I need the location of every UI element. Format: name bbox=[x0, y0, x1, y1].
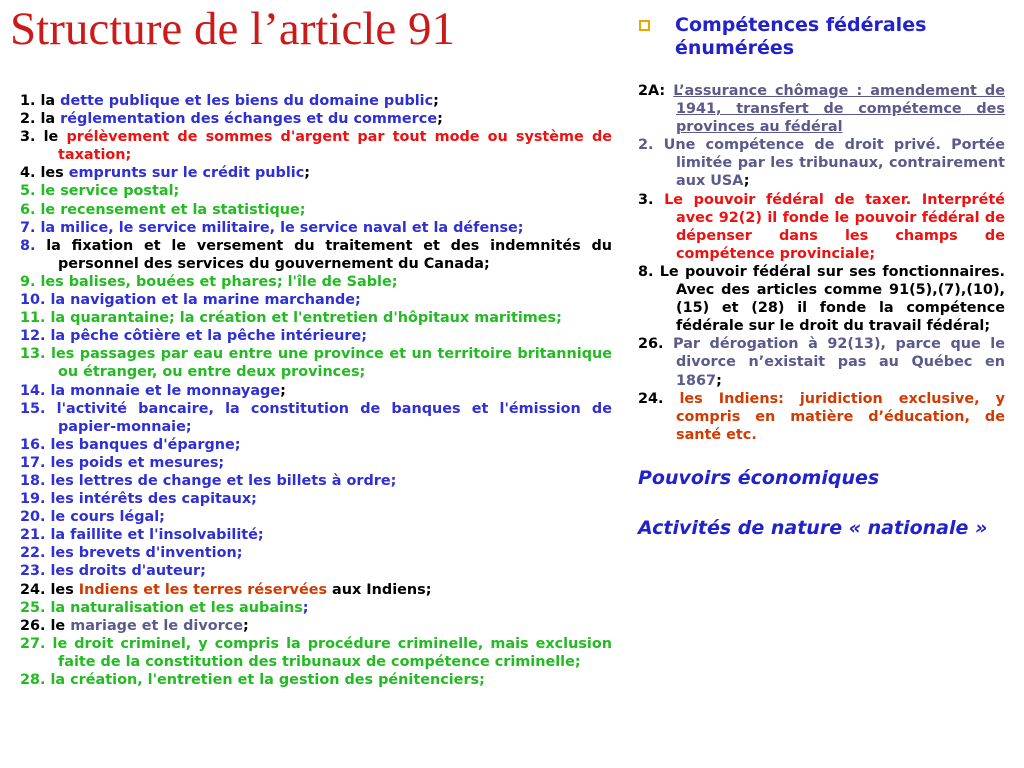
article-item-text: 23. les droits d'auteur; bbox=[20, 563, 206, 580]
power-item-text: 8. Le pouvoir fédéral sur ses fonctionnaires. Avec des articles comme 91(5),(7),(10),(15) et (28) il fonde la compétence fédérale sur le droit du travail fédéral; bbox=[638, 263, 1005, 335]
panel-heading bbox=[638, 14, 1005, 60]
article-item-text: 21. la faillite et l'insolvabilité; bbox=[20, 527, 264, 544]
article-item-text: 12. la pêche côtière et la pêche intérieure; bbox=[20, 328, 367, 345]
article-item bbox=[20, 128, 612, 164]
power-item-text: L’assurance chômage : amendement de 1941, transfert de compétemce des provinces au fédéral bbox=[673, 83, 1005, 136]
article-item-text: 13. les passages par eau entre une province et un territoire britannique ou étranger, ou entre deux provinces; bbox=[20, 346, 612, 381]
article-item-text: emprunts sur le crédit public bbox=[68, 165, 305, 182]
article-item-text: 28. la création, l'entretien et la gestion des pénitenciers; bbox=[20, 672, 485, 688]
power-item bbox=[638, 263, 1005, 335]
article-item-text: la fixation et le versement du traitement et des indemnités du personnel des services du gouvernement du Canada; bbox=[46, 237, 612, 272]
article-item bbox=[20, 219, 612, 237]
hollow-square-bullet-icon bbox=[639, 20, 650, 31]
article-item bbox=[20, 92, 612, 110]
power-item bbox=[638, 390, 1005, 444]
article-item bbox=[20, 562, 612, 580]
article-item bbox=[20, 508, 612, 526]
power-item bbox=[638, 191, 1005, 263]
article-item bbox=[20, 635, 612, 671]
article-item-text: 16. les banques d'épargne; bbox=[20, 436, 241, 453]
article-item bbox=[20, 273, 612, 291]
article-item-text: Indiens et les terres réservées bbox=[78, 581, 328, 598]
article-item-text: ; bbox=[433, 93, 439, 109]
article-item-text: 8. bbox=[20, 237, 47, 254]
article-item bbox=[20, 490, 612, 508]
power-item-text: ; bbox=[743, 173, 750, 190]
economic-powers-heading: Pouvoirs économiques bbox=[638, 466, 880, 489]
article-item-text: 9. les balises, bouées et phares; l'île de Sable; bbox=[20, 273, 398, 290]
slide-title: Structure de l’article 91 bbox=[10, 3, 456, 55]
panel-heading-text: Compétences fédérales énumérées bbox=[675, 14, 927, 59]
article-item-text: mariage et le divorce bbox=[70, 617, 243, 634]
article-item-text: ; bbox=[304, 165, 311, 182]
power-item-text: ; bbox=[716, 372, 722, 389]
article-item bbox=[20, 400, 612, 436]
article-item bbox=[20, 472, 612, 490]
national-activities-heading: Activités de nature « nationale » bbox=[638, 516, 988, 539]
article-item-text: 26. le bbox=[20, 617, 71, 634]
federal-powers-panel bbox=[638, 14, 1005, 541]
article-item-text: 18. les lettres de change et les billets à ordre; bbox=[20, 472, 397, 489]
article-item-text: 27. le droit criminel, y compris la procédure criminelle, mais exclusion faite de la constitution des tribunaux de compétence criminelle; bbox=[20, 635, 612, 670]
article-item bbox=[20, 671, 612, 689]
article-item-text: aux Indiens; bbox=[327, 581, 432, 598]
power-item bbox=[638, 335, 1005, 389]
article-item-text: 4. les bbox=[20, 165, 69, 182]
article-item-text: ; bbox=[242, 617, 249, 634]
article-item-text: 25. la naturalisation et les aubains bbox=[20, 599, 303, 616]
power-item-text: 2. Une compétence de droit privé. Portée limitée par les tribunaux, contrairement aux USA bbox=[638, 137, 1005, 190]
article-item-text: 15. l'activité bancaire, la constitution de banques et l'émission de papier-monnaie; bbox=[20, 400, 612, 435]
article-item-text: 10. la navigation et la marine marchande; bbox=[20, 292, 361, 309]
article-item bbox=[20, 345, 612, 381]
article-item bbox=[20, 382, 612, 400]
article-item-text: 22. les brevets d'invention; bbox=[20, 545, 243, 562]
federal-powers-list bbox=[638, 82, 1005, 444]
article-item-text: ; bbox=[280, 382, 286, 399]
power-item bbox=[638, 136, 1005, 190]
article-item-text: 6. le recensement et la statistique; bbox=[20, 201, 306, 218]
power-item-text: les Indiens: juridiction exclusive, y compris en matière d’éducation, de santé etc. bbox=[676, 390, 1005, 443]
power-item-text: Le pouvoir fédéral de taxer. Interprété avec 92(2) il fonde le pouvoir fédéral de dépenser dans les champs de compétence provinciale; bbox=[664, 191, 1005, 262]
article-item bbox=[20, 599, 612, 617]
article-item bbox=[20, 201, 612, 219]
power-item-text: 26. bbox=[638, 336, 674, 353]
power-item-text: 24. bbox=[638, 390, 680, 407]
power-item-text: 2A: bbox=[638, 83, 674, 99]
article-item bbox=[20, 581, 612, 599]
article-item-text: 14. la monnaie et le monnayage bbox=[20, 382, 281, 399]
article-item-text: 2. la bbox=[20, 111, 61, 128]
article-item bbox=[20, 182, 612, 200]
article-item-text: 11. la quarantaine; la création et l'entretien d'hôpitaux maritimes; bbox=[20, 310, 562, 327]
article-item-text: 20. le cours légal; bbox=[20, 509, 165, 526]
article-91-list bbox=[20, 92, 612, 689]
article-item-text: 3. le bbox=[20, 129, 67, 146]
article-item bbox=[20, 309, 612, 327]
article-item-text: 1. la bbox=[20, 93, 61, 109]
article-item-text: 24. les bbox=[20, 581, 79, 598]
article-item-text: ; bbox=[302, 599, 309, 616]
article-item bbox=[20, 454, 612, 472]
article-item bbox=[20, 617, 612, 635]
article-item-text: 17. les poids et mesures; bbox=[20, 454, 225, 471]
article-item-text: 5. le service postal; bbox=[20, 183, 180, 200]
article-item bbox=[20, 327, 612, 345]
article-item-text: prélèvement de sommes d'argent par tout mode ou système de taxation; bbox=[58, 129, 613, 164]
article-item bbox=[20, 237, 612, 273]
article-item-text: 19. les intérêts des capitaux; bbox=[20, 491, 257, 508]
article-item bbox=[20, 291, 612, 309]
power-item-text: Par dérogation à 92(13), parce que le divorce n’existait pas au Québec en 1867 bbox=[673, 336, 1005, 389]
power-item-text: 3. bbox=[638, 191, 665, 208]
article-item-text: réglementation des échanges et du commerce bbox=[60, 111, 438, 128]
article-item bbox=[20, 436, 612, 454]
article-item-text: dette publique et les biens du domaine public bbox=[60, 93, 434, 109]
article-item-text: 7. la milice, le service militaire, le service naval et la défense; bbox=[20, 219, 524, 236]
article-item bbox=[20, 110, 612, 128]
article-item bbox=[20, 544, 612, 562]
article-item-text: ; bbox=[437, 111, 443, 128]
article-item bbox=[20, 164, 612, 182]
article-item bbox=[20, 526, 612, 544]
power-item bbox=[638, 82, 1005, 136]
